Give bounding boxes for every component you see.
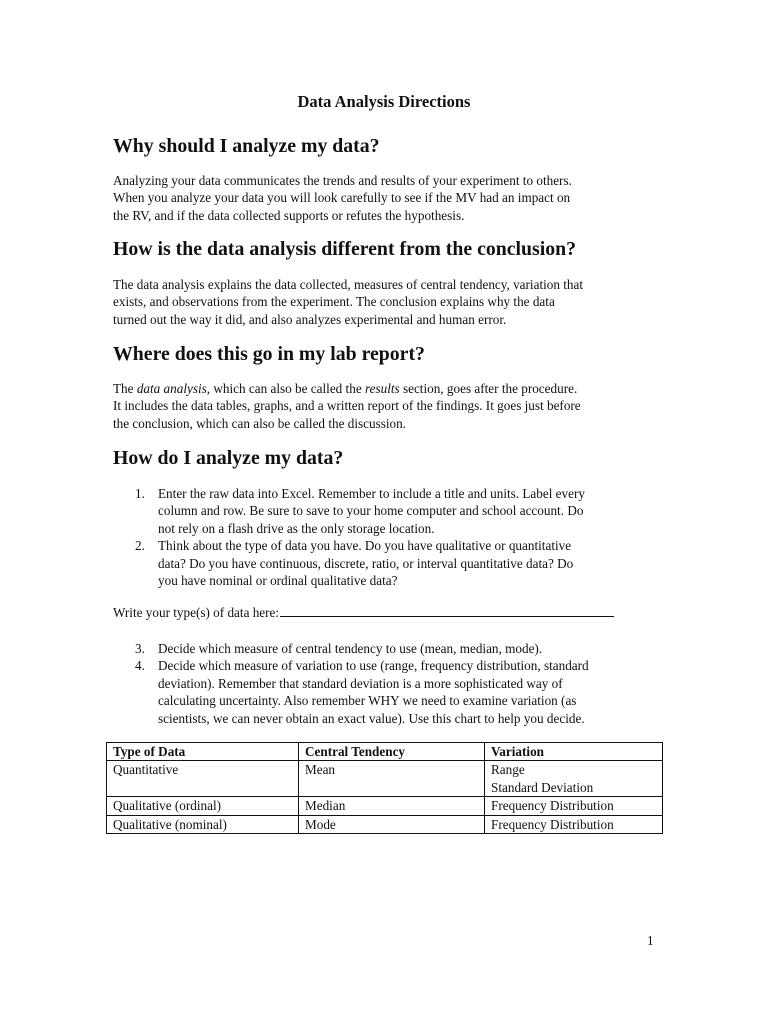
term-results: results [364,381,400,396]
text-line: column and row. Be sure to save to your home computer and school account. Do [158,503,584,519]
cell-line: Standard Deviation [491,779,594,795]
text-line: Decide which measure of variation to use (range, frequency distribution, standard [158,658,589,674]
steps-list-part-1 [113,485,673,589]
section-heading-lab-report-location: Where does this go in my lab report? [113,343,425,365]
table-row [107,797,663,815]
text-line: the conclusion, which can also be called the discussion. [113,415,406,431]
text-line: It includes the data tables, graphs, and a written report of the findings. It goes just before [113,398,581,414]
table-row [107,815,663,833]
text-fragment: section, goes after the procedure. [399,381,578,396]
page-number: 1 [647,933,654,948]
table-cell: Frequency Distribution [485,797,663,815]
list-item [113,640,673,657]
text-line: When you analyze your data you will look carefully to see if the MV had an impact on [113,190,571,206]
text-line: the RV, and if the data collected supports or refutes the hypothesis. [113,207,465,223]
list-number: 4. [135,658,145,674]
paragraph-analysis-vs-conclusion [113,276,673,328]
text-line: deviation). Remember that standard deviation is a more sophisticated way of [158,675,563,691]
text-fragment: The [113,381,137,396]
table-cell: Median [299,797,485,815]
table-cell: Qualitative (ordinal) [107,797,299,815]
text-line: calculating uncertainty. Also remember WHY we need to examine variation (as [158,693,577,709]
term-data-analysis: data analysis [136,381,207,396]
section-heading-why-analyze: Why should I analyze my data? [113,135,380,157]
column-header: Central Tendency [299,743,485,761]
text-line: not rely on a flash drive as the only storage location. [158,520,435,536]
text-line: Enter the raw data into Excel. Remember to include a title and units. Label every [158,486,585,501]
section-heading-analysis-vs-conclusion: How is the data analysis different from the conclusion? [113,238,577,260]
column-header: Type of Data [107,743,299,761]
data-type-table [106,742,663,834]
paragraph-why-analyze [113,172,673,224]
text-line: The data analysis explains the data collected, measures of central tendency, variation that [113,277,584,292]
data-type-fill-in [113,603,614,621]
list-item [113,485,673,537]
fill-in-label: Write your type(s) of data here: [113,605,280,620]
list-item [113,657,673,727]
text-line: exists, and observations from the experiment. The conclusion explains why the data [113,294,555,310]
table-cell [485,761,663,797]
steps-list-part-2 [113,640,673,727]
cell-line: Range [491,762,525,778]
text-line: you have nominal or ordinal qualitative data? [158,573,398,589]
table-header-row [107,743,663,761]
paragraph-lab-report-location [113,380,673,432]
text-line: turned out the way it did, and also analyzes experimental and human error. [113,311,507,327]
column-header: Variation [485,743,663,761]
text-line: Analyzing your data communicates the trends and results of your experiment to others. [113,173,572,188]
page-title: Data Analysis Directions [297,92,471,111]
text-line: Decide which measure of central tendency to use (mean, median, mode). [158,641,543,656]
text-line: Think about the type of data you have. Do you have qualitative or quantitative [158,538,572,554]
table-cell: Qualitative (nominal) [107,815,299,833]
fill-in-blank-line[interactable] [280,603,614,617]
text-line: scientists, we can never obtain an exact value). Use this chart to help you decide. [158,710,585,726]
list-item [113,537,673,589]
table-row [107,761,663,797]
text-fragment: , which can also be called the [206,381,365,396]
table-cell: Mean [299,761,485,797]
text-line: data? Do you have continuous, discrete, ratio, or interval quantitative data? Do [158,555,574,571]
list-number: 2. [135,538,145,554]
table-cell: Quantitative [107,761,299,797]
text-line [113,380,673,397]
list-number: 1. [135,486,145,501]
table-cell: Frequency Distribution [485,815,663,833]
table-cell: Mode [299,815,485,833]
section-heading-how-to-analyze: How do I analyze my data? [113,447,344,469]
list-number: 3. [135,641,145,656]
